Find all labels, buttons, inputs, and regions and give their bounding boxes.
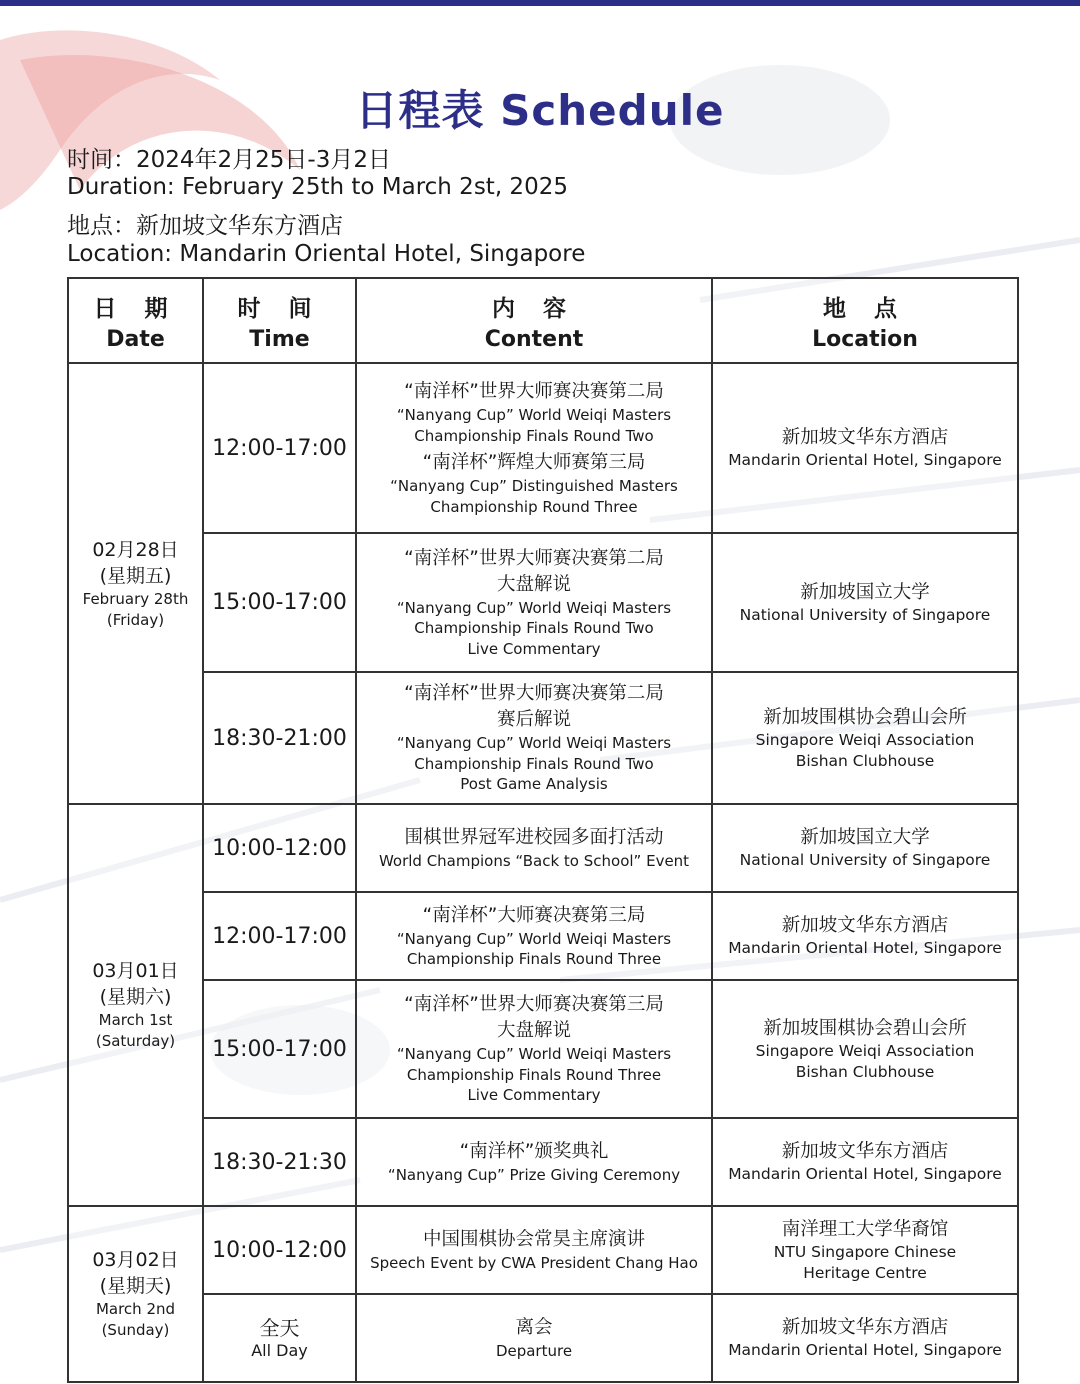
- time-text: 18:30-21:30: [212, 1149, 347, 1175]
- header-location: [712, 278, 1018, 363]
- event-title-cn: “南洋杯”世界大师赛决赛第二局 大盘解说: [404, 547, 664, 595]
- time-text: 10:00-12:00: [212, 835, 347, 861]
- time-cell: [203, 804, 356, 892]
- content-cell: [356, 1294, 712, 1382]
- header-content-cn: 内 容: [491, 295, 576, 322]
- location-cell: [712, 804, 1018, 892]
- date-cell: [68, 1206, 203, 1382]
- location-cn: 新加坡围棋协会碧山会所: [763, 1017, 967, 1039]
- header-date-cn: 日 期: [93, 295, 178, 322]
- location-en: Singapore Weiqi Association: [755, 730, 975, 749]
- header-row: [68, 278, 1018, 363]
- time-cell: [203, 892, 356, 980]
- time-cn: 全天: [259, 1316, 300, 1340]
- location-cn: 新加坡国立大学: [800, 581, 930, 603]
- content-cell: [356, 672, 712, 804]
- date-en: March 1st: [98, 1011, 173, 1029]
- weekday-en: (Sunday): [101, 1321, 170, 1339]
- location-en: Bishan Clubhouse: [795, 1062, 935, 1081]
- date-cn: 03月02日: [92, 1249, 179, 1271]
- weekday-cn: (星期六): [99, 986, 172, 1008]
- header-location-en: Location: [812, 326, 918, 352]
- info-location-en: Location: Mandarin Oriental Hotel, Singapore: [67, 241, 586, 267]
- page-title: 日程表 Schedule: [355, 86, 725, 135]
- location-cn: 新加坡文华东方酒店: [781, 915, 949, 936]
- event-item: [359, 1139, 709, 1186]
- location-en: Mandarin Oriental Hotel, Singapore: [728, 1165, 1002, 1183]
- info-location-cn: 地点：新加坡文华东方酒店: [67, 213, 343, 239]
- location-cell: [712, 1294, 1018, 1382]
- table-row: [68, 363, 1018, 533]
- date-cn: 02月28日: [92, 538, 179, 561]
- top-accent-bar: [0, 0, 1080, 6]
- header-location-cn: 地 点: [822, 295, 907, 322]
- table-row: [68, 1118, 1018, 1206]
- location-cn: 新加坡文华东方酒店: [781, 427, 949, 448]
- location-en: National University of Singapore: [739, 605, 991, 624]
- event-title-en: “Nanyang Cup” World Weiqi Masters: [396, 929, 672, 948]
- location-cell: [712, 533, 1018, 672]
- table-row: [68, 892, 1018, 980]
- time-cell: [203, 980, 356, 1118]
- weekday-cn: (星期天): [99, 1275, 172, 1297]
- event-title-en: “Nanyang Cup” Prize Giving Ceremony: [387, 1165, 681, 1184]
- location-en: Mandarin Oriental Hotel, Singapore: [728, 1341, 1002, 1359]
- event-title-en: Live Commentary: [467, 639, 601, 658]
- event-item: [359, 450, 709, 517]
- date-en: March 2nd: [95, 1300, 176, 1318]
- info-duration-en: Duration: February 25th to March 2st, 2025: [67, 174, 568, 200]
- event-title-en: Post Game Analysis: [460, 775, 608, 794]
- event-title-cn: “南洋杯”辉煌大师赛第三局: [422, 452, 646, 473]
- event-title-cn: “南洋杯”大师赛决赛第三局: [422, 904, 646, 926]
- event-title-cn: 围棋世界冠军进校园多面打活动: [404, 826, 664, 848]
- event-item: [359, 379, 709, 446]
- event-title-en: Departure: [495, 1341, 573, 1360]
- event-title-cn: “南洋杯”世界大师赛决赛第二局 赛后解说: [404, 683, 664, 731]
- time-cell: [203, 1118, 356, 1206]
- location-en: NTU Singapore Chinese: [773, 1242, 957, 1261]
- location-cn: 新加坡文华东方酒店: [781, 1141, 949, 1162]
- time-cell: [203, 533, 356, 672]
- location-en: Bishan Clubhouse: [795, 751, 935, 770]
- content-cell: [356, 804, 712, 892]
- time-text: 12:00-17:00: [212, 923, 347, 949]
- date-cn: 03月01日: [92, 960, 179, 982]
- event-title-en: Championship Finals Round Two: [414, 426, 654, 445]
- weekday-en: (Friday): [106, 610, 165, 629]
- date-cell: [68, 804, 203, 1206]
- event-title-en: “Nanyang Cup” World Weiqi Masters: [396, 598, 672, 617]
- location-cell: [712, 892, 1018, 980]
- event-title-en: “Nanyang Cup” World Weiqi Masters: [396, 1045, 672, 1064]
- table-row: [68, 533, 1018, 672]
- content-cell: [356, 892, 712, 980]
- event-title-en: “Nanyang Cup” World Weiqi Masters: [396, 406, 672, 424]
- time-text: 12:00-17:00: [212, 435, 347, 461]
- time-cell: [203, 1294, 356, 1382]
- table-row: [68, 804, 1018, 892]
- event-title-en: “Nanyang Cup” Distinguished Masters: [390, 477, 678, 495]
- event-item: [359, 1315, 709, 1362]
- location-cell: [712, 1118, 1018, 1206]
- time-cell: [203, 1206, 356, 1294]
- header-date-en: Date: [106, 326, 165, 352]
- content-cell: [356, 1206, 712, 1294]
- location-cn: 新加坡围棋协会碧山会所: [763, 706, 967, 728]
- content-cell: [356, 980, 712, 1118]
- content-cell: [356, 1118, 712, 1206]
- event-title-en: Live Commentary: [467, 1086, 601, 1105]
- weekday-en: (Saturday): [95, 1032, 176, 1050]
- location-en: Mandarin Oriental Hotel, Singapore: [728, 939, 1002, 957]
- time-cell: [203, 363, 356, 533]
- time-text: 15:00-17:00: [212, 1036, 347, 1062]
- event-title-cn: “南洋杯”世界大师赛决赛第三局 大盘解说: [404, 994, 664, 1042]
- event-title-en: World Champions “Back to School” Event: [378, 851, 690, 870]
- header-content-en: Content: [484, 326, 584, 352]
- event-title-en: Championship Round Three: [430, 497, 638, 516]
- date-en: February 28th: [82, 589, 189, 608]
- header-date: [68, 278, 203, 363]
- event-item: [359, 681, 709, 795]
- event-title-en: Championship Finals Round Three: [406, 950, 662, 968]
- event-item: [359, 1227, 709, 1274]
- content-cell: [356, 533, 712, 672]
- header-time-en: Time: [249, 326, 310, 352]
- location-cell: [712, 980, 1018, 1118]
- time-cell: [203, 672, 356, 804]
- event-title-cn: 中国围棋协会常昊主席演讲: [422, 1228, 645, 1250]
- table-row: [68, 1206, 1018, 1294]
- date-cell: [68, 363, 203, 804]
- location-cell: [712, 672, 1018, 804]
- table-row: [68, 1294, 1018, 1382]
- event-item: [359, 903, 709, 970]
- event-title-en: Championship Finals Round Two: [414, 754, 654, 773]
- location-en: Heritage Centre: [803, 1263, 927, 1282]
- info-time-cn: 时间：2024年2月25日-3月2日: [67, 147, 391, 173]
- location-en: National University of Singapore: [739, 851, 991, 869]
- location-cell: [712, 363, 1018, 533]
- event-item: [359, 825, 709, 872]
- time-text: 10:00-12:00: [212, 1237, 347, 1263]
- location-cn: 南洋理工大学华裔馆: [781, 1218, 949, 1240]
- location-en: Mandarin Oriental Hotel, Singapore: [728, 451, 1002, 469]
- header-time: [203, 278, 356, 363]
- event-item: [359, 992, 709, 1106]
- location-en: Singapore Weiqi Association: [755, 1041, 975, 1060]
- event-title-cn: “南洋杯”世界大师赛决赛第二局: [404, 381, 664, 402]
- schedule-table: [67, 277, 1019, 1383]
- event-title-en: Championship Finals Round Three: [406, 1065, 662, 1084]
- header-content: [356, 278, 712, 363]
- event-title-en: “Nanyang Cup” World Weiqi Masters: [396, 734, 672, 753]
- table-row: [68, 980, 1018, 1118]
- content-cell: [356, 363, 712, 533]
- time-text: 15:00-17:00: [212, 590, 347, 615]
- time-text: 18:30-21:00: [212, 725, 347, 751]
- weekday-cn: (星期五): [99, 564, 172, 587]
- table-row: [68, 672, 1018, 804]
- event-item: [359, 546, 709, 660]
- time-en: All Day: [251, 1341, 308, 1360]
- location-cn: 新加坡国立大学: [800, 827, 930, 848]
- location-cell: [712, 1206, 1018, 1294]
- location-cn: 新加坡文华东方酒店: [781, 1317, 949, 1338]
- event-title-cn: “南洋杯”颁奖典礼: [459, 1140, 609, 1162]
- header-time-cn: 时 间: [237, 295, 322, 322]
- event-title-en: Championship Finals Round Two: [414, 619, 654, 638]
- event-title-cn: 离会: [515, 1316, 553, 1338]
- event-title-en: Speech Event by CWA President Chang Hao: [370, 1253, 698, 1272]
